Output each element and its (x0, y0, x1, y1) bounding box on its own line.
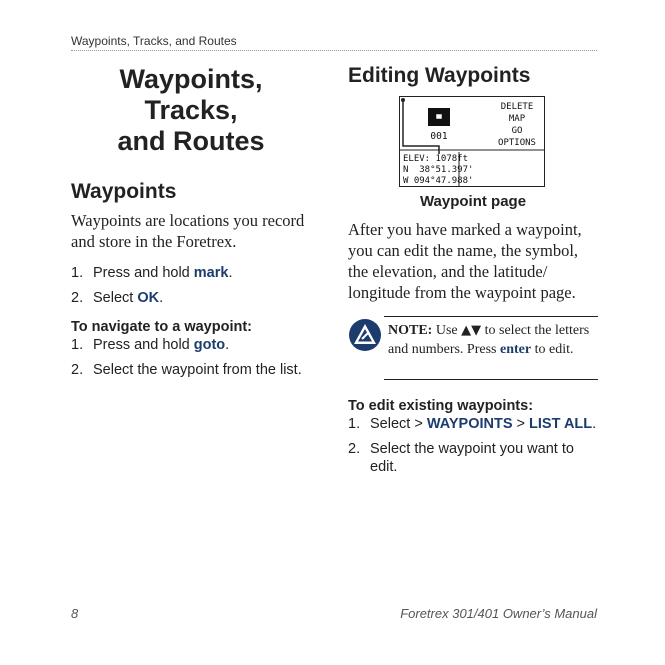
latitude-readout: N 38°51.397' (403, 165, 474, 175)
edit-steps (348, 415, 598, 476)
step-number: 2. (348, 441, 361, 457)
screen-caption: Waypoint page (419, 193, 527, 210)
note-text (388, 321, 598, 359)
navigate-heading: To navigate to a waypoint: (71, 319, 252, 335)
waypoints-heading: Waypoints (71, 180, 177, 203)
step-punct: . (228, 265, 233, 281)
menu-options: OPTIONS (498, 138, 536, 148)
list-item (71, 264, 311, 282)
step-punct: . (225, 337, 230, 353)
note-label: NOTE: (388, 323, 433, 338)
section-title-line2: and Routes (117, 126, 265, 156)
manual-title: Foretrex 301/401 Owner’s Manual (400, 606, 597, 621)
step-text: Select the waypoint from the list. (93, 362, 302, 378)
up-down-arrows-icon: ▲▼ (461, 323, 482, 338)
step-number: 1. (71, 337, 84, 353)
edit-heading: To edit existing waypoints: (348, 398, 534, 414)
key-waypoints: WAYPOINTS (426, 416, 513, 432)
key-goto: goto (193, 337, 226, 353)
note-warning-icon (348, 318, 382, 352)
step-number: 1. (348, 416, 361, 432)
key-mark: mark (193, 265, 229, 281)
note-rule-bottom (384, 379, 598, 380)
editing-intro: After you have marked a waypoint, you can edit the name, the symbol, the elevation, and the latitude/ longitude from the waypoint page. (348, 220, 582, 302)
note-text-post: to edit. (531, 342, 574, 357)
key-ok: OK (137, 290, 160, 306)
running-header: Waypoints, Tracks, and Routes (71, 34, 237, 48)
step-number: 2. (71, 290, 84, 306)
flag-pin-icon (401, 98, 405, 102)
edit-section (348, 397, 598, 476)
menu-map: MAP (508, 114, 526, 124)
step-separator: > (512, 416, 530, 432)
editing-waypoints-heading: Editing Waypoints (348, 64, 531, 87)
note-text-mid: to select the letters and numbers. Press (388, 323, 590, 357)
left-column (71, 64, 311, 379)
right-column (348, 64, 598, 88)
key-list-all: LIST ALL (529, 416, 593, 432)
list-item (71, 289, 311, 307)
step-text: Select > (370, 416, 427, 432)
note-rule-top (384, 316, 598, 317)
navigate-steps (71, 336, 311, 379)
menu-go: GO (511, 126, 523, 136)
mark-steps (71, 264, 311, 307)
list-item (71, 336, 311, 354)
longitude-readout: W 094°47.988' (403, 176, 474, 186)
step-number: 1. (71, 265, 84, 281)
step-text: Press and hold (93, 265, 194, 281)
step-text: Select the waypoint you want to edit. (370, 441, 574, 475)
section-title (71, 64, 311, 157)
step-punct: . (159, 290, 164, 306)
step-number: 2. (71, 362, 84, 378)
note-text-pre: Use (432, 323, 462, 338)
page-number: 8 (71, 606, 79, 621)
elevation-readout: ELEV: 1078ft (403, 154, 469, 164)
list-item (348, 415, 598, 433)
waypoint-page-screen (399, 96, 545, 187)
note-box (348, 316, 598, 382)
list-item (348, 440, 598, 476)
waypoint-number: 001 (430, 131, 448, 142)
list-item (71, 361, 311, 379)
section-title-line1: Waypoints, Tracks, (119, 64, 263, 125)
waypoints-intro: Waypoints are locations you record and store in the Foretrex. (71, 211, 305, 251)
step-text: Select (93, 290, 138, 306)
key-enter: enter (500, 342, 532, 357)
step-punct: . (592, 416, 597, 432)
step-text: Press and hold (93, 337, 194, 353)
menu-delete: DELETE (500, 102, 534, 112)
header-rule (71, 50, 597, 51)
